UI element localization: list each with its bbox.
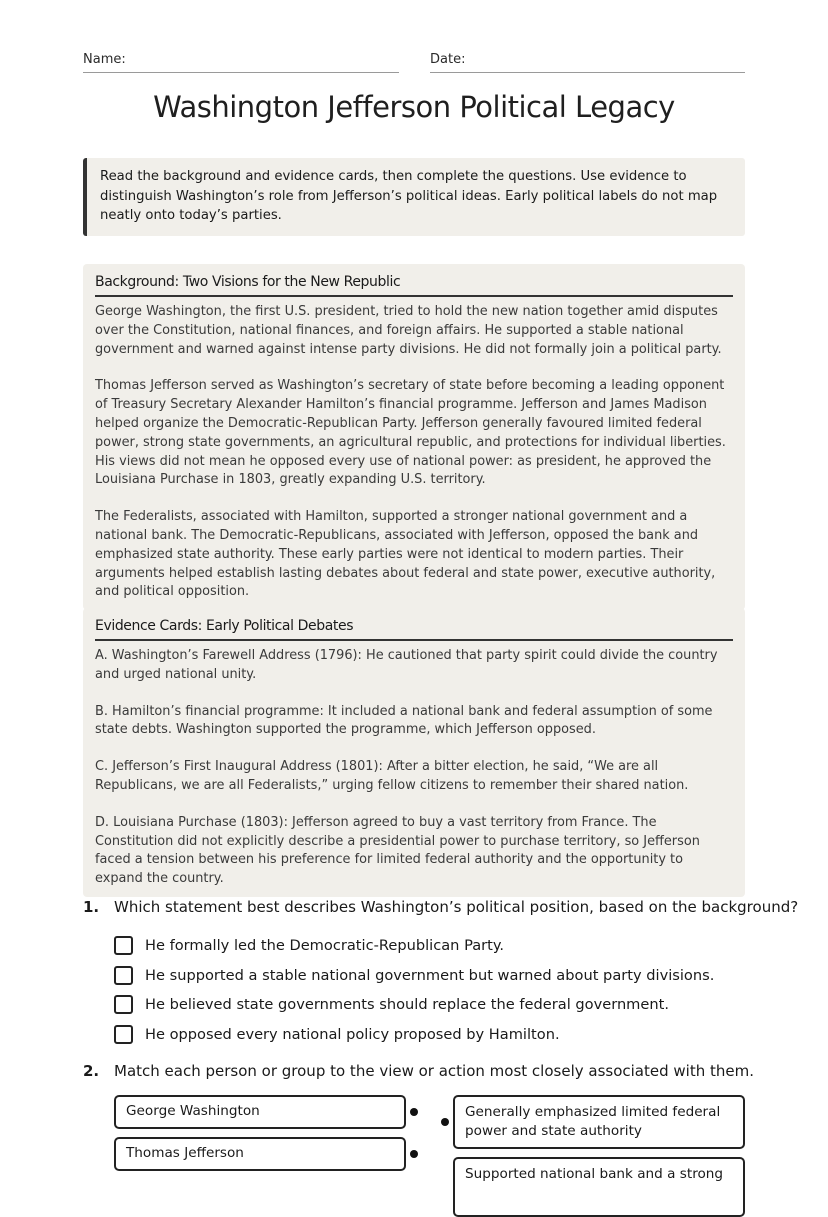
evidence-heading: Evidence Cards: Early Political Debates <box>95 618 733 641</box>
evidence-panel <box>83 608 745 897</box>
background-panel <box>83 264 745 610</box>
answer-option[interactable] <box>114 990 714 1020</box>
question-text: Which statement best describes Washington’s political position, based on the background? <box>114 898 799 916</box>
background-paragraph: George Washington, the first U.S. president, tried to hold the new nation together amid disputes over the Constitution, national finances, and foreign affairs. He supported a stable national government and warned against intense party divisions. He did not formally join a political party. <box>95 304 722 357</box>
question-number: 1. <box>83 898 100 916</box>
question-number: 2. <box>83 1062 100 1080</box>
option-label: He opposed every national policy proposed by Hamilton. <box>145 1025 560 1043</box>
answer-option[interactable] <box>114 1020 714 1050</box>
evidence-card: C. Jefferson’s First Inaugural Address (1801): After a bitter election, he said, “We are all Republicans, we are all Federalists,” urging fellow citizens to remember their shared nation. <box>95 759 689 793</box>
background-paragraph: Thomas Jefferson served as Washington’s secretary of state before becoming a leading opponent of Treasury Secretary Alexander Hamilton’s financial programme. Jefferson and James Madison helped organize the Democratic-Republican Party. Jefferson generally favoured limited federal power, strong state governments, an agricultural republic, and protections for individual liberties. His views did not mean he opposed every use of national power: as president, he approved the Louisiana Purchase in 1803, greatly expanding U.S. territory. <box>95 378 726 488</box>
background-heading: Background: Two Visions for the New Republic <box>95 274 733 297</box>
checkbox[interactable] <box>114 936 133 955</box>
match-left-item[interactable]: Thomas Jefferson <box>114 1137 406 1171</box>
question-text: Match each person or group to the view or action most closely associated with them. <box>114 1062 754 1080</box>
checkbox[interactable] <box>114 995 133 1014</box>
checkbox[interactable] <box>114 966 133 985</box>
match-right-dot[interactable] <box>441 1118 449 1126</box>
answer-options <box>114 931 714 1049</box>
date-field[interactable] <box>430 50 745 73</box>
name-label: Name: <box>83 52 126 67</box>
match-right-item[interactable]: Supported national bank and a strong <box>453 1157 745 1217</box>
evidence-card: D. Louisiana Purchase (1803): Jefferson agreed to buy a vast territory from France. The Constitution did not explicitly describe a presidential power to purchase territory, so Jefferson faced a tension between his preference for limited federal authority and the opportunity to expand the country. <box>95 814 700 887</box>
date-label: Date: <box>430 52 466 67</box>
checkbox[interactable] <box>114 1025 133 1044</box>
header-fields <box>83 50 745 74</box>
evidence-card: B. Hamilton’s financial programme: It included a national bank and federal assumption of some state debts. Washington supported the programme, which Jefferson opposed. <box>95 703 713 738</box>
match-left-dot[interactable] <box>410 1108 418 1116</box>
match-left-dot[interactable] <box>410 1150 418 1158</box>
match-left-item[interactable]: George Washington <box>114 1095 406 1129</box>
match-right-item[interactable]: Generally emphasized limited federal power and state authority <box>453 1095 745 1149</box>
option-label: He believed state governments should replace the federal government. <box>145 996 669 1014</box>
evidence-card: A. Washington’s Farewell Address (1796): He cautioned that party spirit could divide the country and urged national unity. <box>95 648 718 682</box>
name-field[interactable] <box>83 50 399 73</box>
answer-option[interactable] <box>114 961 714 991</box>
instructions-box: Read the background and evidence cards, then complete the questions. Use evidence to distinguish Washington’s role from Jefferson’s political ideas. Early political labels do not map neatly onto today’s parties. <box>83 158 745 236</box>
answer-option[interactable] <box>114 931 714 961</box>
page-title: Washington Jefferson Political Legacy <box>153 90 675 124</box>
background-paragraph: The Federalists, associated with Hamilton, supported a stronger national government and a national bank. The Democratic-Republicans, associated with Jefferson, opposed the bank and emphasized state authority. These early parties were not identical to modern parties. Their arguments helped establish lasting debates about federal and state power, executive authority, and political opposition. <box>95 509 716 600</box>
option-label: He formally led the Democratic-Republican Party. <box>145 937 505 955</box>
option-label: He supported a stable national government but warned about party divisions. <box>145 966 715 984</box>
